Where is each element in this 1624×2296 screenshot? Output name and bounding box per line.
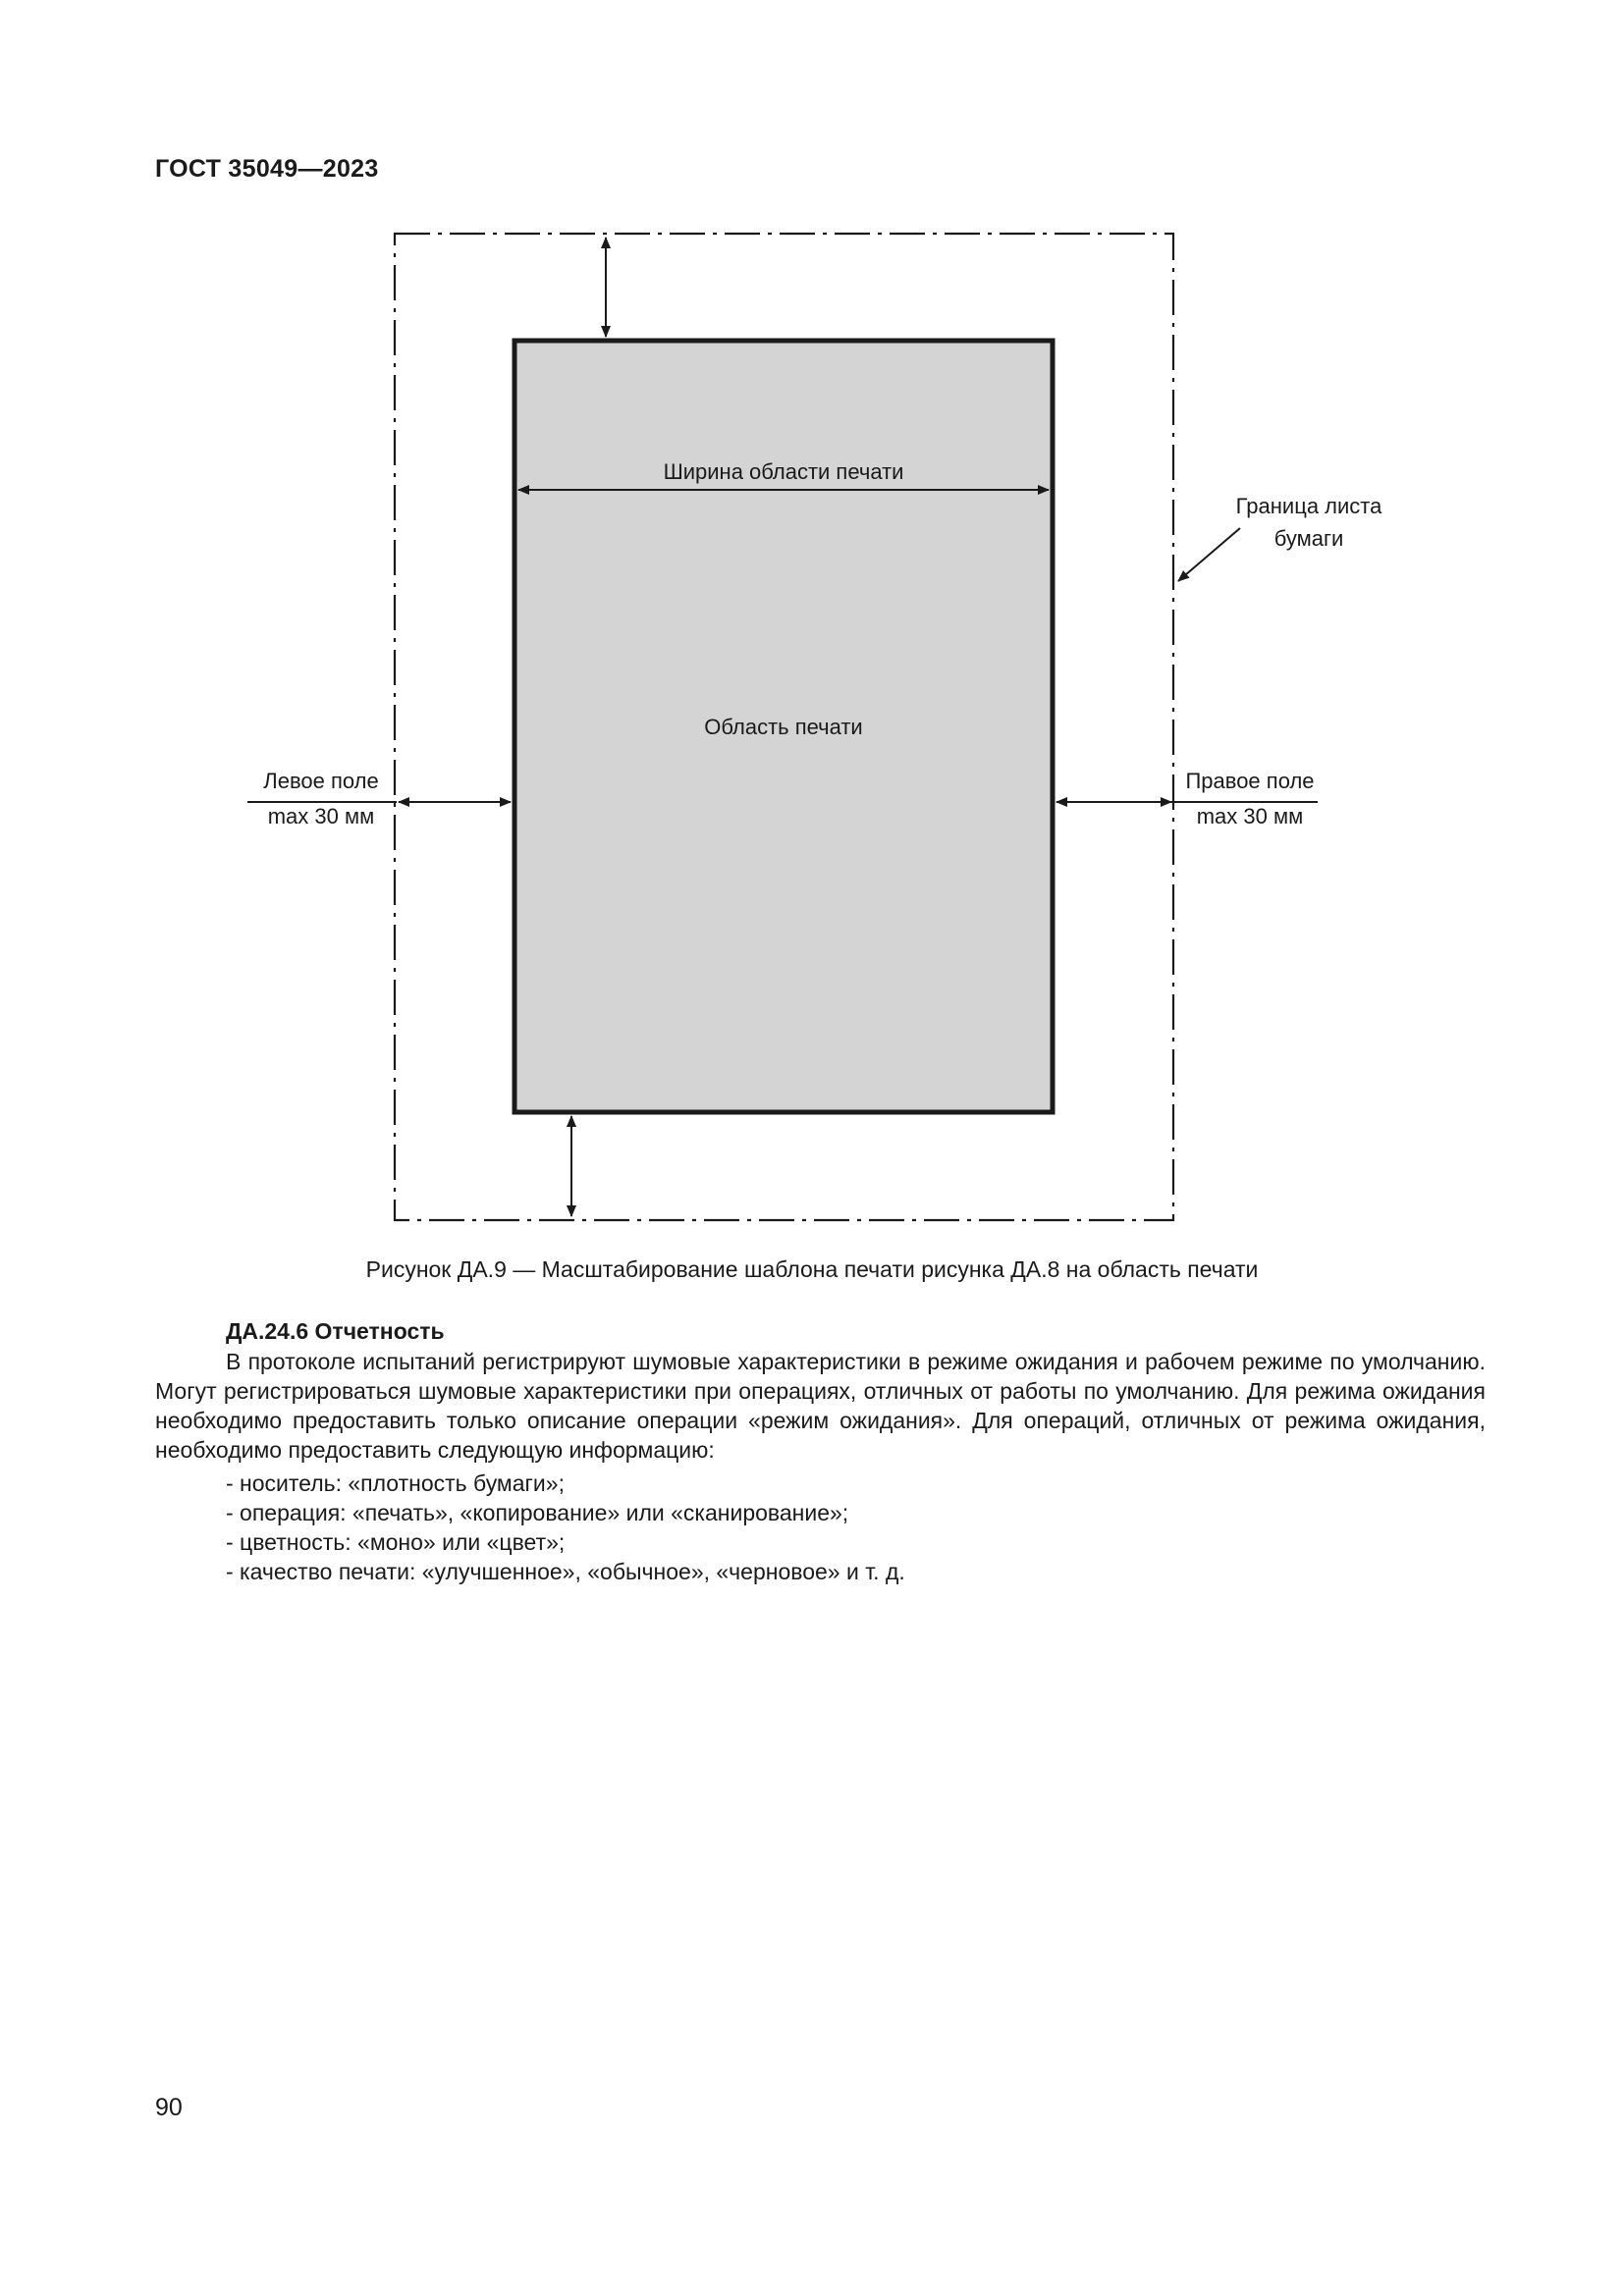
document-header: ГОСТ 35049—2023	[155, 155, 379, 183]
sheet-border-leader	[1178, 528, 1240, 581]
figure-caption: Рисунок ДА.9 — Масштабирование шаблона печати рисунка ДА.8 на область печати	[365, 1256, 1259, 1282]
right-margin-value: max 30 мм	[1196, 804, 1304, 828]
list-item: - цветность: «моно» или «цвет»;	[226, 1529, 566, 1555]
section-title: ДА.24.6 Отчетность	[226, 1318, 445, 1344]
sheet-border-label-line1: Граница листа	[1235, 494, 1382, 518]
list-item: - качество печати: «улучшенное», «обычное», «черновое» и т. д.	[226, 1559, 905, 1584]
left-margin-label: Левое поле	[263, 769, 379, 793]
right-margin-label: Правое поле	[1185, 769, 1315, 793]
list-item: - носитель: «плотность бумаги»;	[226, 1470, 565, 1496]
sheet-border-label-line2: бумаги	[1273, 526, 1344, 551]
page-number: 90	[155, 2094, 183, 2121]
print-area-label: Область печати	[704, 715, 863, 739]
print-width-label: Ширина области печати	[663, 459, 904, 484]
requirements-list	[226, 1468, 905, 1586]
left-margin-value: max 30 мм	[267, 804, 375, 828]
section-paragraph: В протоколе испытаний регистрируют шумовые характеристики в режиме ожидания и рабочем режиме по умолчанию. Могут регистрироваться шумовые характеристики при операциях, отличных от работы по умолчанию. Для режима ожидания необходимо предоставить только описание операции «режим ожидания». Для операций, отличных от режима ожидания, необходимо предоставить следующую информацию:	[155, 1349, 1486, 1463]
list-item: - операция: «печать», «копирование» или «сканирование»;	[226, 1500, 849, 1525]
